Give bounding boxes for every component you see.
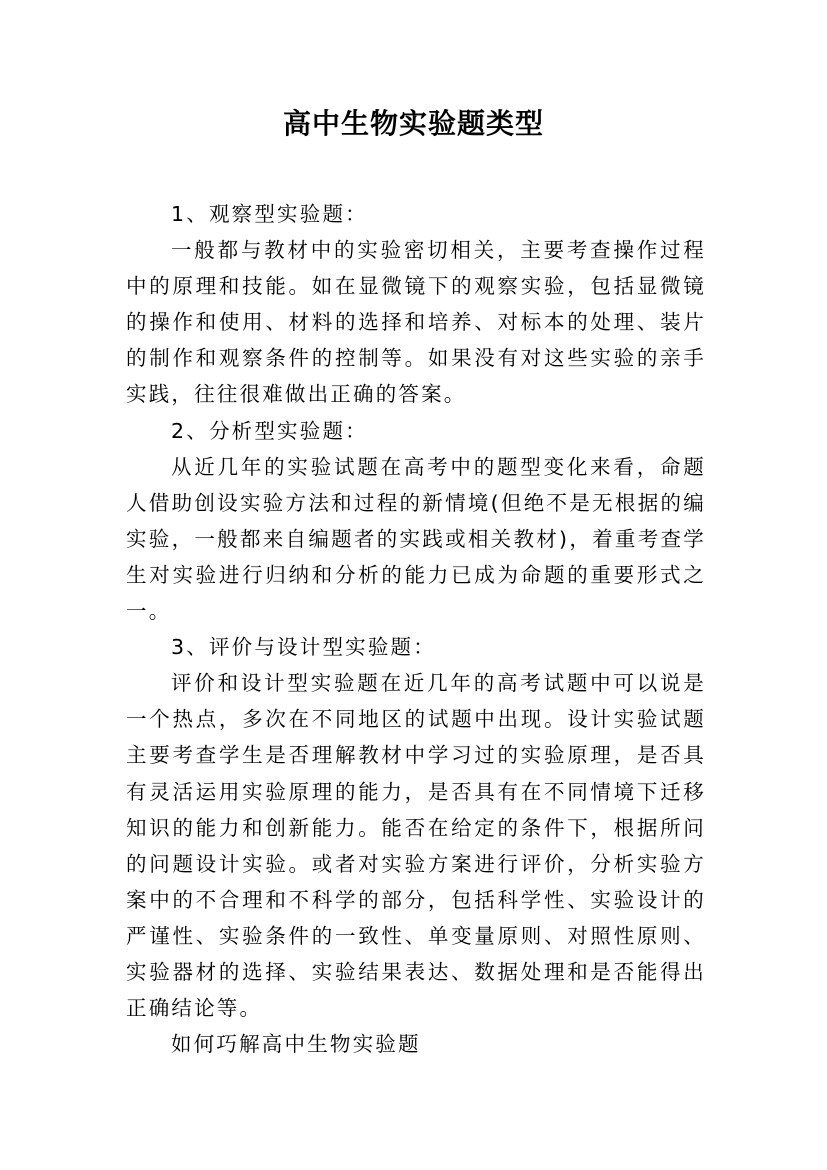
paragraph-observation: 一般都与教材中的实验密切相关，主要考查操作过程中的原理和技能。如在显微镜下的观察实验，包括显微镜的操作和使用、材料的选择和培养、对标本的处理、装片的制作和观察条件的控制等。如果没有对这些实验的亲手实践，往往很难做出正确的答案。 <box>126 238 706 407</box>
section-heading-analysis: 2、分析型实验题： <box>171 418 368 443</box>
page-title: 高中生物实验题类型 <box>282 107 544 140</box>
paragraph-evaluation-design: 评价和设计型实验题在近几年的高考试题中可以说是一个热点，多次在不同地区的试题中出现。设计实验试题主要考查学生是否理解教材中学习过的实验原理，是否具有灵活运用实验原理的能力，是否具有在不同情境下迁移知识的能力和创新能力。能否在给定的条件下，根据所问的问题设计实验。或者对实验方案进行评价，分析实验方案中的不合理和不科学的部分，包括科学性、实验设计的严谨性、实验条件的一致性、单变量原则、对照性原则、实验器材的选择、实验结果表达、数据处理和是否能得出正确结论等。 <box>126 671 706 1021</box>
section-heading-how-to-solve: 如何巧解高中生物实验题 <box>171 1032 421 1057</box>
document-body <box>126 196 706 1062</box>
section-heading-observation: 1、观察型实验题： <box>171 202 368 226</box>
section-heading-evaluation-design: 3、评价与设计型实验题： <box>171 635 436 660</box>
paragraph-analysis: 从近几年的实验试题在高考中的题型变化来看，命题人借助创设实验方法和过程的新情境(但绝不是无根据的编实验，一般都来自编题者的实践或相关教材)，着重考查学生对实验进行归纳和分析的能力已成为命题的重要形式之一。 <box>126 454 706 624</box>
